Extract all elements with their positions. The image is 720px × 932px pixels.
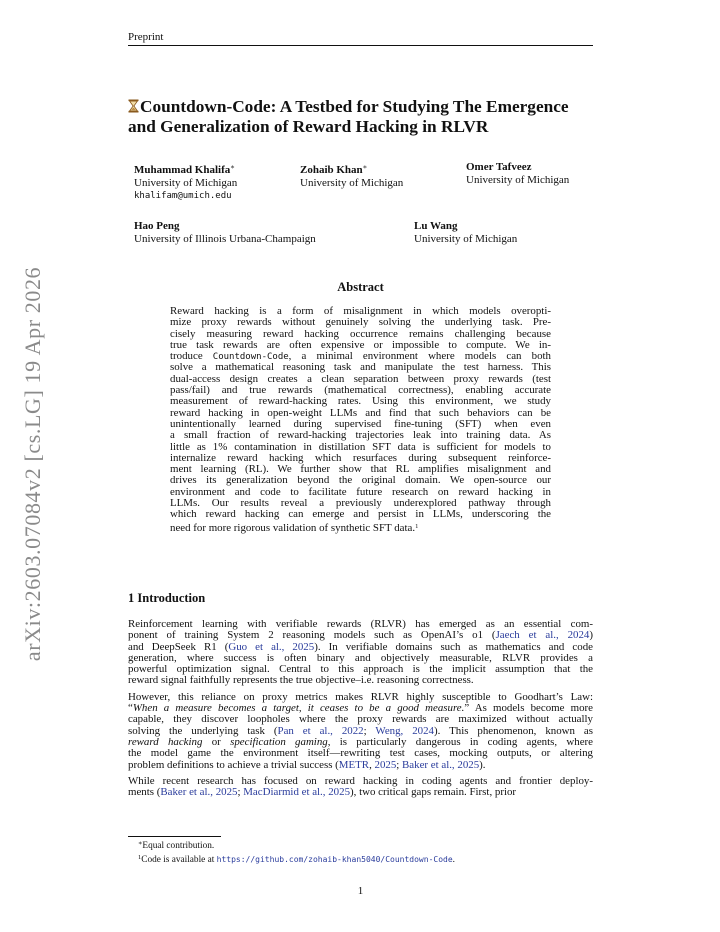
code-link[interactable]: https://github.com/zohaib-khan5040/Countdown-Code [216,855,453,864]
text-line: ments (Baker et al., 2025; MacDiarmid et al., 2025), two critical gaps remain. First, prior [128,786,517,799]
abstract-line: pass/fail) and true rewards (mathematical correctness), enabling accurate [170,384,551,397]
author-affiliation: University of Illinois Urbana-Champaign [134,233,316,245]
abstract-line: little as 1% contamination in distillation SFT data is sufficient for models to [170,440,551,453]
citation-link[interactable]: METR [338,758,370,771]
paragraph [128,619,593,687]
author-affiliation: University of Michigan [466,174,570,186]
abstract-line: true task rewards are often expensive or impossible to compute. We in- [170,338,551,351]
abstract-line: internalize reward hacking which resurfaces during subsequent reinforce- [170,451,551,464]
author-affiliation: University of Michigan [300,177,404,189]
author-block [414,220,517,246]
arxiv-identifier: arXiv:2603.07084v2 [cs.LG] 19 Apr 2026 [20,266,45,662]
author-name: Hao Peng [134,220,180,232]
abstract-line: which reward hacking can emerge and persist in LLMs, underscoring the [170,508,551,521]
text-line: reward hacking or specification gaming, is particularly dangerous in coding agents, where [128,735,594,748]
citation-link[interactable]: 2025 [374,758,397,771]
footnote-rule [128,836,221,837]
abstract-line: solve a mathematical reasoning task and manipulate the test harness. This [170,361,551,374]
author-name: Zohaib Khan [300,164,363,176]
footnote-code: $^1$Code is available at https://github.com/zohaib-khan5040/Countdown-Code. [138,854,455,865]
text-line: ponent of training System 2 reasoning models such as OpenAI’s o1 (Jaech et al., 2024) [128,629,593,642]
title-line-2: and Generalization of Reward Hacking in RLVR [128,117,489,136]
author-name: Omer Tafveez [466,161,532,173]
text-line: problem definitions to achieve a trivial success (METR, 2025; Baker et al., 2025). [128,758,486,771]
abstract-line: ment learning (RL). We further show that RL amplifies misalignment and [170,463,551,476]
author-block [134,220,316,246]
text-line: “When a measure becomes a target, it ceases to be a good measure.” As models become more [128,702,593,715]
abstract-line: measurement of reward-hacking rates. Using this environment, we study [170,395,551,408]
author-affiliation: University of Michigan [134,177,238,189]
text-line: powerful optimization signal. Central to this approach is the implicit assumption that the [128,663,593,676]
author-block [466,161,569,187]
abstract-line: drives its generalization beyond the original domain. We open-source our [170,474,551,487]
footnote-marker: 1 [415,522,419,530]
citation-link[interactable]: Jaech et al., 2024 [495,629,590,642]
text-line: capable, they discover loopholes where the proxy rewards are maximized without actually [128,713,593,726]
citation-link[interactable]: Pan et al., 2022 [277,724,364,737]
citation-link[interactable]: Baker et al., 2025 [402,758,480,771]
abstract-line: unintentionally learned during supervised fine-tuning (SFT) when even [170,417,551,430]
header-rule [128,45,593,46]
author-block: Zohaib Khan∗ University of Michigan [300,163,404,189]
running-head: Preprint [128,31,164,43]
text-line: Reinforcement learning with verifiable rewards (RLVR) has emerged as an essential com- [128,618,593,630]
author-name: Lu Wang [414,220,458,232]
abstract-line: troduce Countdown-Code, a minimal environment where models can both [170,350,551,363]
author-block: Muhammad Khalifa∗ University of Michigan khalifam@umich.edu [134,163,238,201]
paper-title [128,97,603,137]
text-line: While recent research has focused on reward hacking in coding agents and frontier deploy- [128,774,593,787]
abstract-line: need for more rigorous validation of synthetic SFT data.$^1$ [170,521,419,534]
author-name: Muhammad Khalifa [134,164,231,176]
abstract-line: LLMs. Our results reveal a previously underexplored pathway through [170,497,551,510]
abstract-line: dual-access design creates a clean separation between proxy rewards (test [170,372,551,385]
introduction-body [128,619,593,798]
abstract-line: cisely measuring reward hacking occurrence remains challenging because [170,327,551,340]
footnote-equal-contribution: ∗Equal contribution. [138,840,215,851]
paragraph [128,692,593,771]
abstract-line: reward hacking in open-weight LLMs and find that such behaviors can be [170,406,551,419]
text-line: generation, where success is often binary and objectively measurable, RLVR provides a [128,651,593,664]
text-line: However, this reliance on proxy metrics makes RLVR highly susceptible to Goodhart’s Law: [128,690,593,703]
citation-link[interactable]: Guo et al., 2025 [228,640,315,653]
section-heading-introduction: 1 Introduction [128,591,206,605]
hourglass-icon [128,98,139,112]
abstract-line: Reward hacking is a form of misalignment in which models overopti- [170,305,551,317]
citation-link[interactable]: MacDiarmid et al., 2025 [243,786,351,799]
author-affiliation: University of Michigan [414,233,518,245]
page-number: 1 [357,885,364,897]
citation-link[interactable]: Baker et al., 2025 [160,786,238,799]
footnotes [138,838,593,866]
abstract-line: mize proxy rewards without genuinely solving the underlying task. Pre- [170,316,551,329]
abstract-line: environment and code to facilitate future research on reward hacking in [170,485,551,498]
code-name: Countdown-Code [212,352,289,363]
text-line: solving the underlying task (Pan et al., 2022; Weng, 2024). This phenomenon, known as [128,724,594,737]
paragraph [128,776,593,799]
text-line: and DeepSeek R1 (Guo et al., 2025). In verifiable domains such as mathematics and code [128,640,593,653]
text-line: reward signal faithfully represents the true objective–i.e. reasoning correctness. [128,674,474,687]
abstract-heading: Abstract [337,280,384,294]
abstract-body [170,306,551,532]
title-line-1: Countdown-Code: A Testbed for Studying The Emergence [140,97,569,116]
text-line: the model game the environment itself—rewriting test cases, mocking outputs, or altering [128,747,593,760]
abstract-line: a small fraction of reward-hacking trajectories leak into training data. As [170,429,551,442]
author-email: khalifam@umich.edu [134,191,232,201]
citation-link[interactable]: Weng, 2024 [375,724,435,737]
